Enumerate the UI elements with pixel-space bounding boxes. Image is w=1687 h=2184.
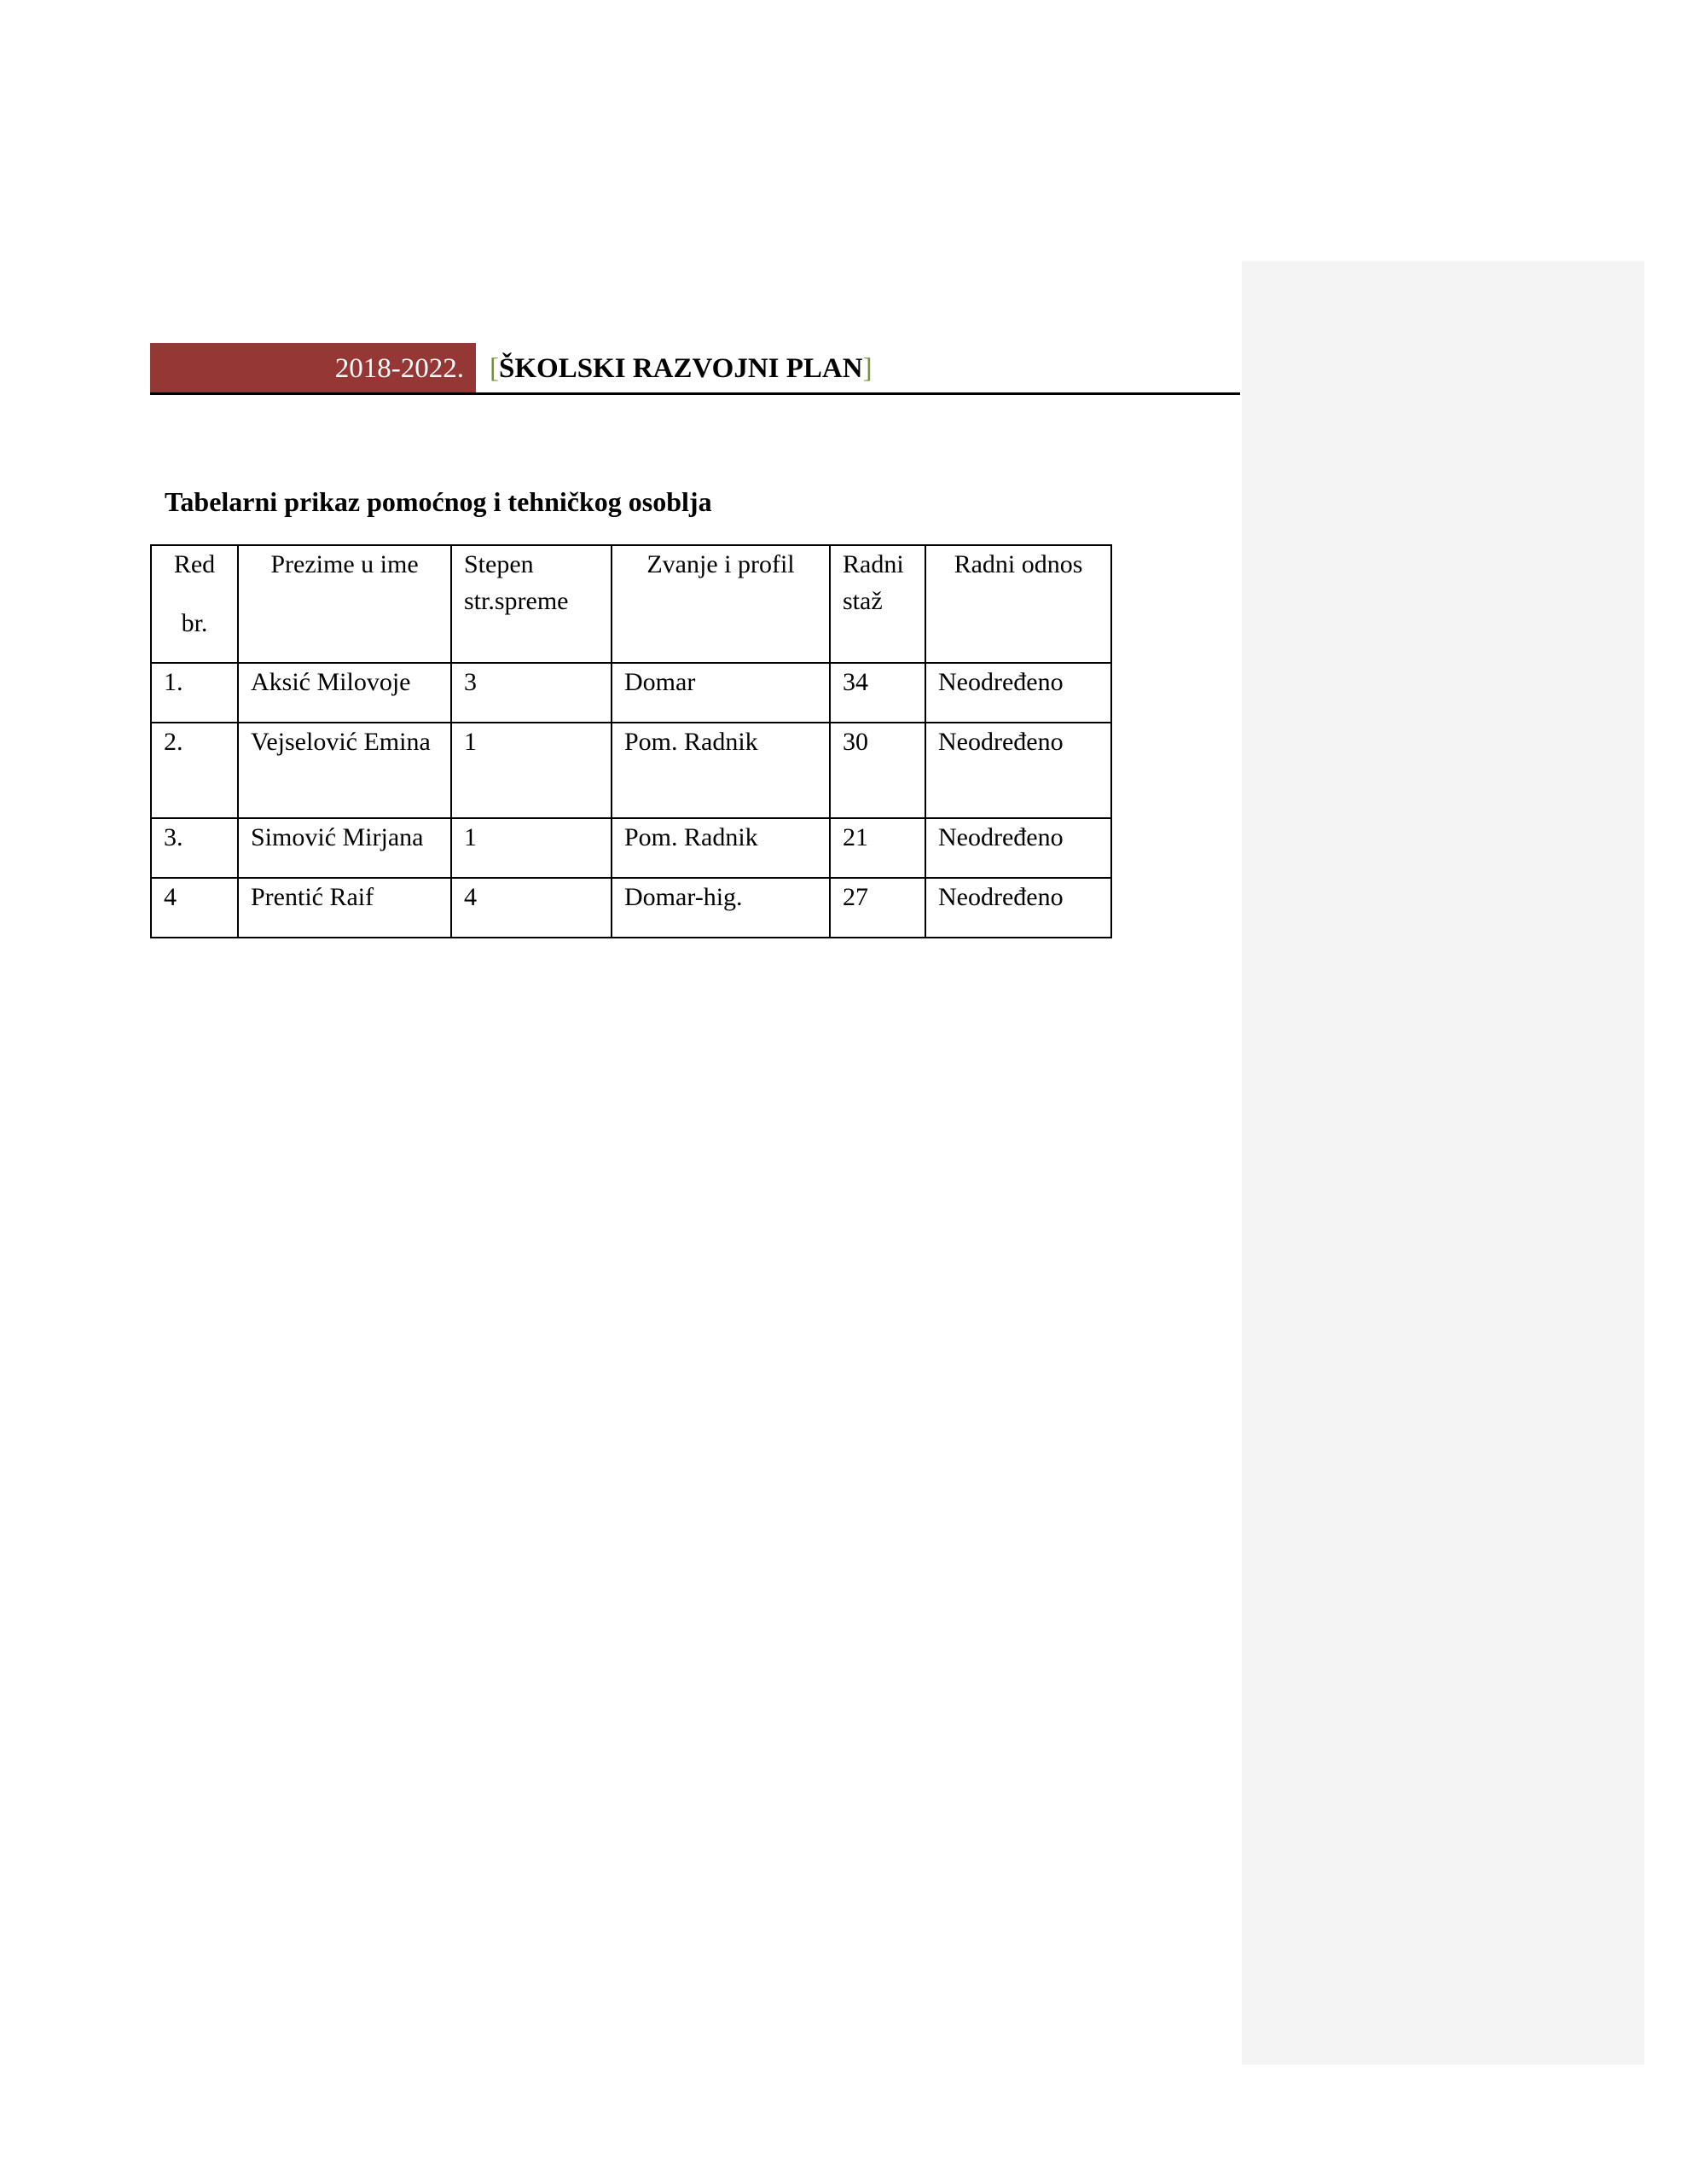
header-rule xyxy=(150,392,1240,395)
cell-degree: 1 xyxy=(451,818,612,878)
cell-employment: Neodređeno xyxy=(925,878,1111,938)
header-bracket-open: [ xyxy=(490,353,499,384)
header-red-line2: br. xyxy=(181,609,208,637)
table-row xyxy=(151,878,1111,938)
section-title: Tabelarni prikaz pomoćnog i tehničkog osoblja xyxy=(165,486,712,517)
cell-degree: 4 xyxy=(451,878,612,938)
header-bracket-close: ] xyxy=(862,353,872,384)
cell-no: 3. xyxy=(151,818,238,878)
cell-no: 4 xyxy=(151,878,238,938)
cell-profession: Domar-hig. xyxy=(612,878,830,938)
cell-no: 2. xyxy=(151,723,238,818)
header-year-box xyxy=(150,343,476,392)
cell-profession: Pom. Radnik xyxy=(612,818,830,878)
header-red-line1: Red xyxy=(173,550,216,578)
table-header-row xyxy=(151,545,1111,663)
header-employment: Radni odnos xyxy=(925,545,1111,663)
header-red-br xyxy=(151,545,238,663)
cell-tenure: 34 xyxy=(830,663,925,723)
comment-pane xyxy=(1242,261,1644,2065)
cell-degree: 3 xyxy=(451,663,612,723)
cell-employment: Neodređeno xyxy=(925,723,1111,818)
table-row xyxy=(151,663,1111,723)
header-name: Prezime u ime xyxy=(238,545,451,663)
header-profession: Zvanje i profil xyxy=(612,545,830,663)
table-row xyxy=(151,723,1111,818)
header-degree: Stepen str.spreme xyxy=(451,545,612,663)
cell-degree: 1 xyxy=(451,723,612,818)
header-year: 2018-2022. xyxy=(334,353,464,384)
cell-profession: Pom. Radnik xyxy=(612,723,830,818)
table-row xyxy=(151,818,1111,878)
cell-profession: Domar xyxy=(612,663,830,723)
cell-name: Aksić Milovoje xyxy=(238,663,451,723)
cell-tenure: 27 xyxy=(830,878,925,938)
cell-name: Prentić Raif xyxy=(238,878,451,938)
cell-tenure: 21 xyxy=(830,818,925,878)
header-title xyxy=(490,351,872,386)
cell-no: 1. xyxy=(151,663,238,723)
cell-employment: Neodređeno xyxy=(925,818,1111,878)
page-header xyxy=(150,343,1240,394)
staff-table xyxy=(150,544,1112,938)
cell-name: Simović Mirjana xyxy=(238,818,451,878)
cell-tenure: 30 xyxy=(830,723,925,818)
header-tenure: Radni staž xyxy=(830,545,925,663)
cell-name: Vejselović Emina xyxy=(238,723,451,818)
cell-employment: Neodređeno xyxy=(925,663,1111,723)
header-title-text: ŠKOLSKI RAZVOJNI PLAN xyxy=(499,353,863,384)
